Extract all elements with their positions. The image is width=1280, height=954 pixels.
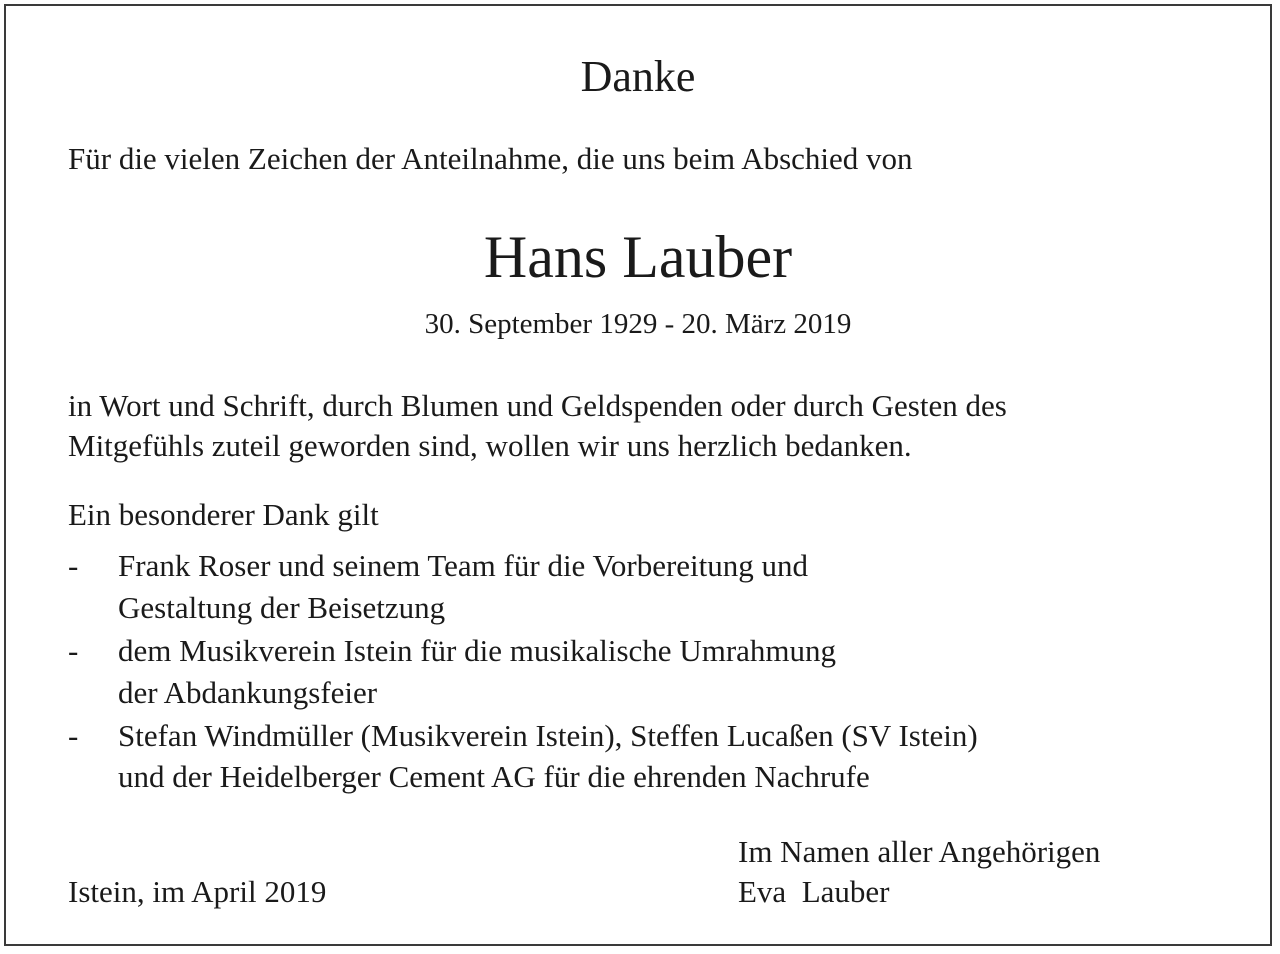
- deceased-name: Hans Lauber: [483, 224, 793, 290]
- body-text-line: Mitgefühls zuteil geworden sind, wollen wir uns herzlich bedanken.: [68, 428, 912, 463]
- on-behalf-text: Im Namen aller Angehörigen: [738, 834, 1101, 869]
- intro-text: Für die vielen Zeichen der Anteilnahme, die uns beim Abschied von: [68, 141, 913, 176]
- list-item-line: und der Heidelberger Cement AG für die ehrenden Nachrufe: [118, 759, 870, 794]
- list-item-line: Stefan Windmüller (Musikverein Istein), Steffen Lucaßen (SV Istein): [118, 718, 978, 753]
- place-date: Istein, im April 2019: [68, 874, 327, 909]
- notice-title: Danke: [580, 52, 696, 101]
- list-item-line: Frank Roser und seinem Team für die Vorbereitung und: [118, 548, 809, 583]
- list-item-line: Gestaltung der Beisetzung: [118, 590, 446, 625]
- deceased-dates: 30. September 1929 - 20. März 2019: [424, 308, 852, 340]
- list-marker: -: [68, 548, 79, 583]
- body-text-line: in Wort und Schrift, durch Blumen und Geldspenden oder durch Gesten des: [68, 388, 1007, 423]
- list-marker: -: [68, 633, 79, 668]
- list-item-line: der Abdankungsfeier: [118, 675, 378, 710]
- thanks-heading: Ein besonderer Dank gilt: [68, 497, 379, 532]
- signatory-name: Eva Lauber: [738, 874, 890, 909]
- list-item-line: dem Musikverein Istein für die musikalische Umrahmung: [118, 633, 837, 668]
- list-marker: -: [68, 718, 79, 753]
